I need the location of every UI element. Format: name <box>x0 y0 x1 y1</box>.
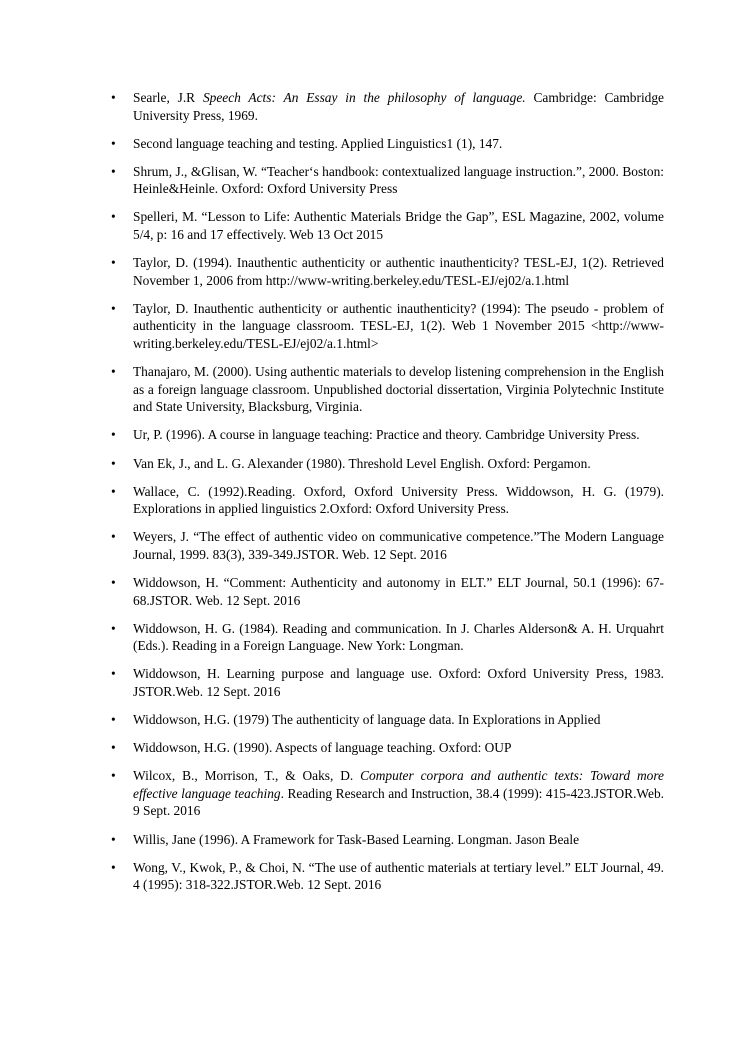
bullet-icon: • <box>111 300 116 316</box>
reference-text: Spelleri, M. “Lesson to Life: Authentic Materials Bridge the Gap”, ESL Magazine, 2002, volume 5/4, p: 16 and 17 effectively. Web 13 Oct 2015 <box>133 209 664 243</box>
bullet-icon: • <box>111 209 116 225</box>
reference-text: Taylor, D. Inauthentic authenticity or authentic inauthenticity? (1994): The pseudo - problem of authenticity in the language classroom. TESL-EJ, 1(2). Web 1 November 2015 <http://www-writing.berkeley.edu/TESL-EJ/ej02/a.1.html> <box>133 300 664 352</box>
reference-entry <box>111 665 664 700</box>
bullet-icon: • <box>111 455 116 471</box>
bullet-icon: • <box>111 364 116 380</box>
reference-text: Widdowson, H. Learning purpose and language use. Oxford: Oxford University Press, 1983. JSTOR.Web. 12 Sept. 2016 <box>133 666 664 699</box>
reference-text: Van Ek, J., and L. G. Alexander (1980). Threshold Level English. Oxford: Pergamon. <box>133 455 591 471</box>
bullet-icon: • <box>111 255 116 271</box>
reference-entry <box>111 574 664 609</box>
reference-text: Shrum, J., &Glisan, W. “Teacher‘s handbook: contextualized language instruction.”, 2000. Boston: Heinle&Heinle. Oxford: Oxford University Press <box>133 163 664 197</box>
bullet-icon: • <box>111 90 116 105</box>
reference-entry <box>111 426 664 444</box>
reference-entry <box>111 254 664 289</box>
reference-entry <box>111 483 664 518</box>
bullet-icon: • <box>111 740 116 756</box>
reference-entry <box>111 711 664 729</box>
reference-entry <box>111 739 664 757</box>
reference-text: Widdowson, H. G. (1984). Reading and communication. In J. Charles Alderson& A. H. Urquahrt (Eds.). Reading in a Foreign Language. New York: Longman. <box>133 620 664 654</box>
reference-entry <box>111 767 664 820</box>
bullet-icon: • <box>111 768 116 784</box>
reference-text: Thanajaro, M. (2000). Using authentic materials to develop listening comprehension in the English as a foreign language classroom. Unpublished doctorial dissertation, Virginia Polytechnic Institute and State University, Blacksburg, Virginia. <box>133 364 664 415</box>
reference-text: Wilcox, B., Morrison, T., & Oaks, D. <box>133 768 361 784</box>
reference-entry <box>111 208 664 243</box>
reference-text: Wong, V., Kwok, P., & Choi, N. “The use of authentic materials at tertiary level.” ELT Journal, 49. 4 (1995): 318-322.JSTOR.Web. 12 Sept. 2016 <box>133 859 664 893</box>
reference-text: Widdowson, H. “Comment: Authenticity and autonomy in ELT.” ELT Journal, 50.1 (1996): 67-68.JSTOR. Web. 12 Sept. 2016 <box>133 574 664 608</box>
bullet-icon: • <box>111 529 116 545</box>
bullet-icon: • <box>111 427 116 443</box>
reference-list <box>111 89 665 904</box>
reference-text: . Reading Research and Instruction, 38.4 (1999): 415-423.JSTOR.Web. 9 Sept. 2016 <box>133 785 664 819</box>
reference-title-italic: Computer corpora and authentic texts: Toward more effective language teaching <box>133 768 664 801</box>
reference-text: Willis, Jane (1996). A Framework for Task-Based Learning. Longman. Jason Beale <box>133 831 580 847</box>
reference-entry <box>111 831 664 849</box>
bullet-icon: • <box>111 620 116 636</box>
bullet-icon: • <box>111 483 116 499</box>
reference-text: Searle, J.R <box>133 90 203 105</box>
bullet-icon: • <box>111 859 116 875</box>
bullet-icon: • <box>111 574 116 590</box>
reference-text: Ur, P. (1996). A course in language teaching: Practice and theory. Cambridge University Press. <box>133 427 640 443</box>
reference-text: Weyers, J. “The effect of authentic video on communicative competence.”The Modern Language Journal, 1999. 83(3), 339-349.JSTOR. Web. 12 Sept. 2016 <box>133 529 664 562</box>
reference-text: Widdowson, H.G. (1990). Aspects of language teaching. Oxford: OUP <box>133 740 512 756</box>
reference-entry <box>111 528 664 563</box>
reference-text: Cambridge: Cambridge University Press, 1969. <box>133 90 665 123</box>
reference-entry <box>111 363 664 416</box>
reference-entry <box>111 89 665 124</box>
reference-entry <box>111 455 664 473</box>
reference-text: Second language teaching and testing. Applied Linguistics1 (1), 147. <box>133 135 503 151</box>
bullet-icon: • <box>111 163 116 179</box>
reference-entry <box>111 163 664 198</box>
reference-title-italic: Speech Acts: An Essay in the philosophy of language. <box>202 90 526 105</box>
reference-entry <box>111 300 664 353</box>
reference-text: Wallace, C. (1992).Reading. Oxford, Oxford University Press. Widdowson, H. G. (1979). Explorations in applied linguistics 2.Oxford: Oxford University Press. <box>133 483 664 517</box>
bullet-icon: • <box>111 135 116 151</box>
reference-entry <box>111 620 664 655</box>
reference-text: Taylor, D. (1994). Inauthentic authenticity or authentic inauthenticity? TESL-EJ, 1(2). Retrieved November 1, 2006 from http://www-writing.berkeley.edu/TESL-EJ/ej02/a.1.html <box>133 255 664 288</box>
reference-entry <box>111 859 664 894</box>
reference-entry <box>111 135 664 153</box>
bullet-icon: • <box>111 831 116 847</box>
bullet-icon: • <box>111 712 116 728</box>
bullet-icon: • <box>111 666 116 682</box>
reference-text: Widdowson, H.G. (1979) The authenticity of language data. In Explorations in Applied <box>133 712 601 728</box>
